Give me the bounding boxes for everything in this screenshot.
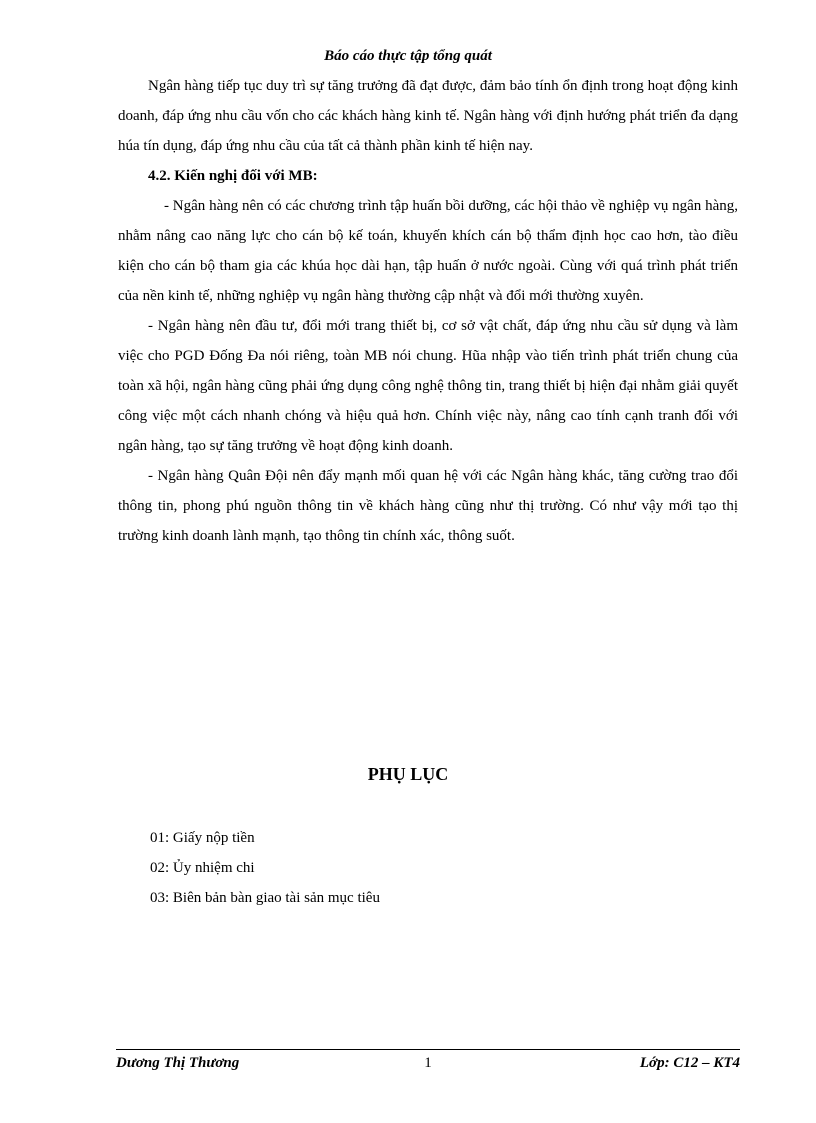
recommendation-2: - Ngân hàng nên đầu tư, đổi mới trang thiết bị, cơ sở vật chất, đáp ứng nhu cầu sử dụng và làm việc cho PGD Đống Đa nói riêng, toàn MB nói chung. Hũa nhập vào tiến trình phát triển chung của toàn xã hội, ngân hàng cũng phải ứng dụng công nghệ thông tin, trang thiết bị hiện đại nhằm giải quyết công việc một cách nhanh chóng và hiệu quả hơn. Chính việc này, nâng cao tính cạnh tranh đối với ngân hàng, tạo sự tăng trưởng về hoạt động kinh doanh.: [118, 318, 738, 454]
appendix-item: 01: Giấy nộp tiền: [150, 830, 255, 846]
footer-class: Lớp: C12 – KT4: [639, 1055, 740, 1071]
page-number: 1: [424, 1055, 432, 1071]
intro-paragraph: Ngân hàng tiếp tục duy trì sự tăng trưởng đã đạt được, đảm bảo tính ổn định trong hoạt động kinh doanh, đáp ứng nhu cầu vốn cho các khách hàng kinh tế. Ngân hàng với định hướng phát triển đa dạng húa tín dụng, đáp ứng nhu cầu của tất cả thành phần kinh tế hiện nay.: [118, 78, 738, 154]
appendix-item: 02: Ủy nhiệm chi: [150, 860, 255, 876]
footer-divider: [116, 1049, 740, 1050]
appendix-title: PHỤ LỤC: [367, 764, 449, 784]
recommendation-1: - Ngân hàng nên có các chương trình tập huấn bồi dưỡng, các hội thảo về nghiệp vụ ngân hàng, nhằm nâng cao năng lực cho cán bộ kế toán, khuyến khích cán bộ thẩm định học cao hơn, tào điều kiện cho cán bộ tham gia các khúa học dài hạn, tập huấn ở nước ngoài. Cùng với quá trình phát triển của nền kinh tế, những nghiệp vụ ngân hàng thường cập nhật và đổi mới thường xuyên.: [118, 198, 738, 304]
page-header-title: Báo cáo thực tập tổng quát: [324, 48, 492, 64]
footer-author: Dương Thị Thương: [116, 1055, 240, 1071]
appendix-list: [150, 823, 380, 913]
document-body: [118, 71, 738, 551]
appendix-item: 03: Biên bản bàn giao tài sản mục tiêu: [150, 890, 380, 906]
recommendation-3: - Ngân hàng Quân Đội nên đẩy mạnh mối quan hệ với các Ngân hàng khác, tăng cường trao đổi thông tin, phong phú nguồn thông tin về khách hàng cũng như thị trường. Có như vậy mới tạo thị trường kinh doanh lành mạnh, tạo thông tin chính xác, thông suốt.: [118, 468, 738, 544]
section-heading: 4.2. Kiến nghị đối với MB:: [148, 168, 318, 184]
page-footer: [116, 1055, 740, 1077]
